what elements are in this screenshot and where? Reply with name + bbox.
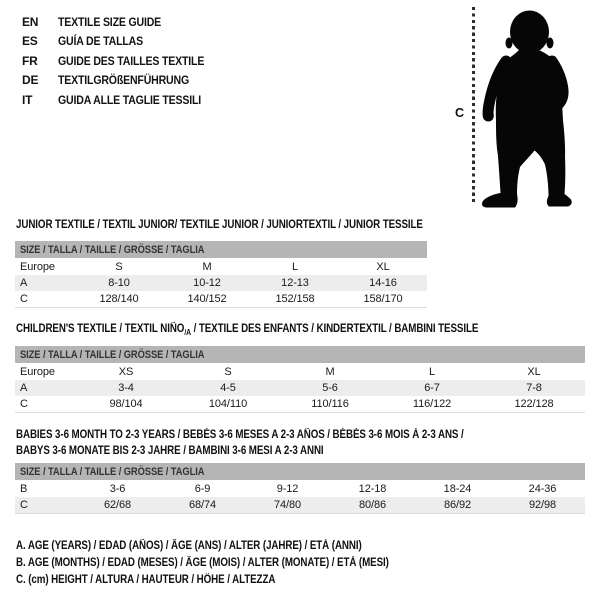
table-row-height	[15, 396, 585, 412]
height-measure-dashed-line	[472, 7, 475, 205]
children-heading-text	[16, 321, 478, 338]
height-cell: 68/74	[188, 499, 217, 511]
row-label: C	[20, 293, 28, 305]
height-cell: 92/98	[528, 499, 557, 511]
row-label: C	[20, 499, 28, 511]
row-label: B	[20, 483, 28, 495]
height-cell: 158/170	[363, 293, 403, 305]
age-cell: 8-10	[108, 277, 130, 289]
age-cell: 9-12	[276, 483, 299, 495]
lang-title: TEXTILGRÖßENFÜHRUNG	[58, 73, 190, 88]
footnote-b-text: B. AGE (MONTHS) / EDAD (MESES) / ÂGE (MOIS) / ALTER (MONATE) / ETÀ (MESI)	[16, 557, 389, 569]
lang-row-de	[22, 71, 224, 90]
height-cell: 110/116	[311, 398, 349, 410]
junior-size-table	[15, 241, 427, 308]
babies-section-heading	[16, 427, 543, 459]
age-cell: 18-24	[443, 483, 472, 495]
toddler-ear-right	[547, 38, 554, 49]
footnote-c-text: C. (cm) HEIGHT / ALTURA / HAUTEUR / HÖHE / ALTEZZA	[16, 574, 276, 586]
size-header-label: SIZE / TALLA / TAILLE / GRÖSSE / TAGLIA	[20, 243, 205, 256]
junior-section-heading	[16, 217, 495, 233]
size-cell: XS	[118, 366, 134, 378]
children-heading-pre: CHILDREN'S TEXTILE / TEXTIL NIÑO	[16, 323, 185, 335]
age-cell: 14-16	[369, 277, 397, 289]
footnote-a-text: A. AGE (YEARS) / EDAD (AÑOS) / ÂGE (ANS) / ALTER (JAHRE) / ETÀ (ANNI)	[16, 540, 362, 552]
height-cell: 86/92	[443, 499, 472, 511]
children-section-heading	[16, 321, 560, 338]
age-cell: 3-4	[118, 382, 134, 394]
row-label: Europe	[20, 261, 55, 273]
lang-code: DE	[22, 73, 39, 88]
babies-size-table	[15, 463, 585, 514]
height-cell: 128/140	[99, 293, 139, 305]
height-c-label: C	[455, 106, 465, 120]
toddler-head	[510, 11, 549, 54]
age-cell: 3-6	[109, 483, 126, 495]
children-size-table	[15, 346, 585, 413]
lang-row-en	[22, 13, 224, 32]
babies-heading-line1: BABIES 3-6 MONTH TO 2-3 YEARS / BEBÉS 3-6 MESES A 2-3 AÑOS / BÉBÉS 3-6 MOIS À 2-3 ANS /	[16, 429, 464, 441]
size-header-label: SIZE / TALLA / TAILLE / GRÖSSE / TAGLIA	[20, 465, 205, 478]
lang-code: ES	[22, 34, 38, 49]
age-cell: 6-9	[194, 483, 211, 495]
junior-heading-text: JUNIOR TEXTILE / TEXTIL JUNIOR/ TEXTILE JUNIOR / JUNIORTEXTIL / JUNIOR TESSILE	[16, 219, 423, 231]
table-row-height	[15, 497, 585, 513]
age-cell: 7-8	[526, 382, 542, 394]
row-label: A	[20, 277, 28, 289]
row-label: C	[20, 398, 28, 410]
height-cell: 140/152	[187, 293, 227, 305]
table-row-europe	[15, 259, 427, 275]
size-cell: L	[428, 366, 436, 378]
table-row-europe	[15, 364, 585, 380]
size-cell: XL	[376, 261, 390, 273]
size-header-bar	[15, 241, 427, 258]
height-cell: 122/128	[514, 398, 554, 410]
size-cell: S	[115, 261, 123, 273]
height-cell: 152/158	[275, 293, 315, 305]
table-row-age	[15, 275, 427, 291]
size-header-bar	[15, 463, 585, 480]
lang-code: EN	[22, 15, 39, 29]
children-heading-post: / TEXTILE DES ENFANTS / KINDERTEXTIL / BAMBINI TESSILE	[190, 323, 479, 335]
footnotes	[16, 538, 455, 589]
age-cell: 12-13	[281, 277, 309, 289]
age-cell: 4-5	[220, 382, 236, 394]
lang-title: GUÍA DE TALLAS	[58, 34, 143, 49]
children-heading-subscript: /A	[184, 327, 191, 337]
age-cell: 5-6	[322, 382, 338, 394]
height-cell: 80/86	[358, 499, 387, 511]
size-cell: L	[291, 261, 299, 273]
lang-row-es	[22, 32, 224, 51]
age-cell: 10-12	[193, 277, 221, 289]
language-title-list	[22, 13, 224, 110]
size-cell: M	[325, 366, 335, 378]
age-cell: 6-7	[424, 382, 440, 394]
babies-heading-line2: BABYS 3-6 MONATE BIS 2-3 JAHRE / BAMBINI 3-6 MESI A 2-3 ANNI	[16, 445, 324, 457]
footnote-c	[16, 572, 455, 589]
age-cell: 12-18	[358, 483, 387, 495]
height-cell: 98/104	[109, 398, 143, 410]
toddler-silhouette	[479, 0, 589, 212]
size-header-bar	[15, 346, 585, 363]
row-label: A	[20, 382, 28, 394]
table-row-age-months	[15, 481, 585, 497]
table-row-height	[15, 291, 427, 307]
lang-row-it	[22, 91, 224, 110]
toddler-ear-left	[506, 38, 513, 49]
table-row-age	[15, 380, 585, 396]
lang-row-fr	[22, 52, 224, 71]
size-cell: M	[202, 261, 212, 273]
size-header-label: SIZE / TALLA / TAILLE / GRÖSSE / TAGLIA	[20, 348, 205, 361]
height-cell: 62/68	[103, 499, 132, 511]
age-cell: 24-36	[528, 483, 557, 495]
height-cell: 74/80	[273, 499, 302, 511]
row-label: Europe	[20, 366, 55, 378]
lang-title: GUIDA ALLE TAGLIE TESSILI	[58, 92, 202, 107]
lang-title: GUIDE DES TAILLES TEXTILE	[58, 53, 205, 68]
lang-title: TEXTILE SIZE GUIDE	[58, 15, 162, 29]
lang-code: IT	[22, 92, 33, 107]
footnote-b	[16, 555, 455, 572]
size-cell: XL	[527, 366, 541, 378]
footnote-a	[16, 538, 455, 555]
height-cell: 104/110	[208, 398, 248, 410]
lang-code: FR	[22, 53, 38, 68]
height-cell: 116/122	[412, 398, 452, 410]
size-cell: S	[224, 366, 232, 378]
